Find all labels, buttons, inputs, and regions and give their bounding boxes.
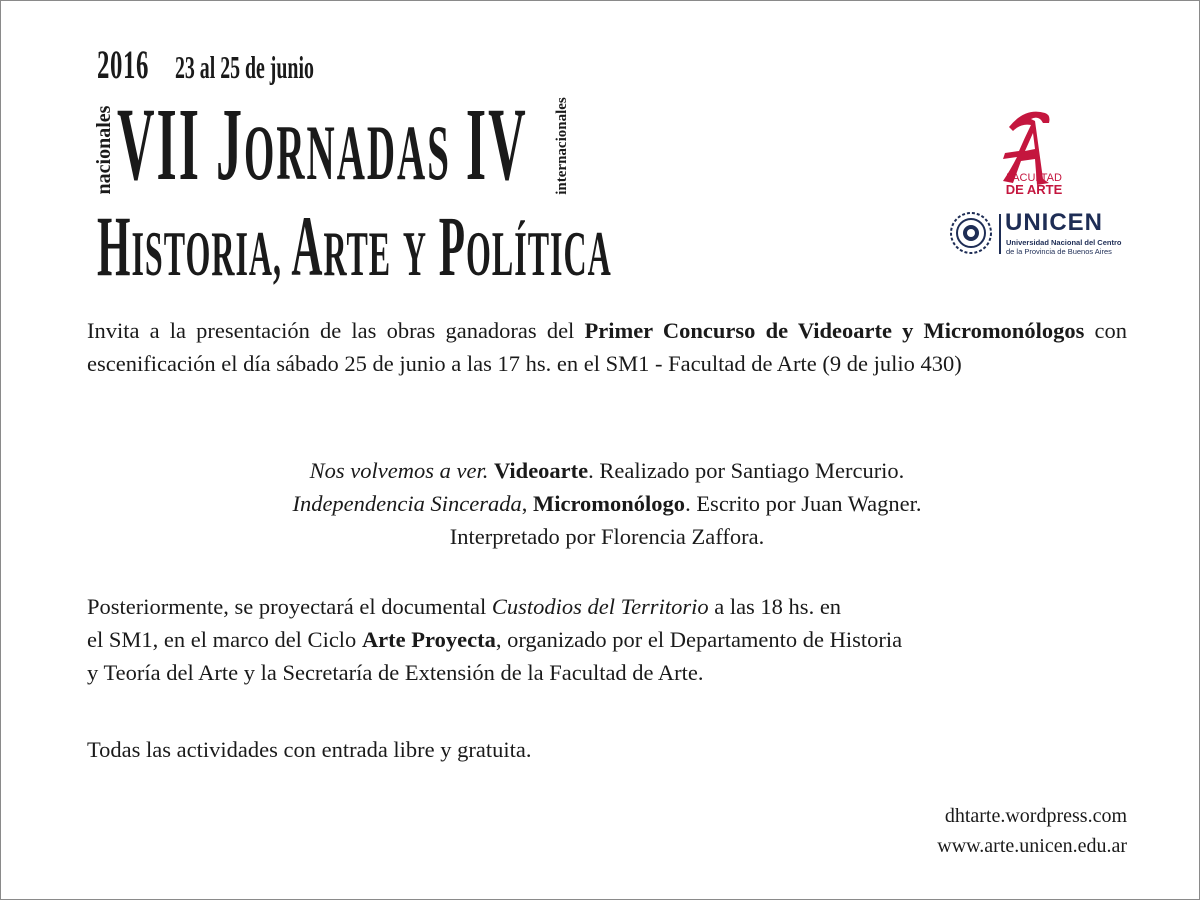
title-roman-left: VII [117,87,202,202]
side-label-internacionales: internacionales [554,97,570,195]
event-title [117,87,528,205]
work-credit-1: . Realizado por Santiago Mercurio. [588,458,905,483]
subtitle-w3: Y [402,218,427,289]
subtitle-w2-rest: RTE [323,218,392,289]
p3-line-2 [87,623,1127,656]
subtitle-w4-initial: P [438,198,467,294]
unicen-subtitle [1006,238,1146,256]
unicen-logo [949,211,1139,259]
university-seal-icon [949,211,993,255]
work-type-1: Videoarte [494,458,589,483]
program-line-1 [87,454,1127,487]
work-type-2: Micromonólogo [533,491,686,516]
work-title-1: Nos volvemos a ver. [309,458,489,483]
p3-text-3: el SM1, en el marco del Ciclo [87,627,362,652]
footer-links [937,801,1127,861]
invitation-paragraph [87,314,1127,380]
p1-contest-name: Primer Concurso de Videoarte y Micromonólogos [584,318,1085,343]
unicen-sub1: Universidad Nacional del Centro [1006,238,1122,247]
side-label-nacionales: nacionales [93,105,115,195]
cycle-name: Arte Proyecta [361,627,496,652]
subtitle-w2-initial: A [291,198,324,294]
program-list [87,454,1127,553]
title-word-initial: J [216,87,245,202]
unicen-divider [999,214,1001,254]
website-link[interactable]: www.arte.unicen.edu.ar [937,835,1127,857]
unicen-name: UNICEN [1005,209,1104,236]
p3-text-1: Posteriormente, se proyectará el documental [87,594,492,619]
free-entry-note: Todas las actividades con entrada libre y gratuita. [87,737,532,762]
title-word-rest: ORNADAS [244,109,451,196]
documentary-title: Custodios del Territorio [491,594,709,619]
facultad-arte-text [999,173,1069,195]
p1-text-1: Invita a la presentación de las obras ganadoras del [87,318,585,343]
p3-text-2: a las 18 hs. en [708,594,842,619]
work-sep-2: , [521,491,533,516]
work-credit-2: . Escrito por Juan Wagner. [685,491,922,516]
program-line-3: Interpretado por Florencia Zaffora. [449,524,765,549]
year-line [97,41,181,88]
event-dates: 23 al 25 de junio [175,49,314,85]
event-year: 2016 [97,42,150,87]
subtitle-w1-rest: ISTORIA, [131,218,283,289]
event-header [93,41,617,294]
p1-text-2: con escenificación el día sábado 25 de junio a las 17 hs. en el SM1 - Facultad de Arte (9 de julio 430) [87,318,1127,376]
facultad-line2: DE ARTE [1005,182,1063,197]
subtitle-w4-rest: OLÍTICA [466,218,612,289]
unicen-sub2: de la Provincia de Buenos Aires [1006,247,1112,256]
subtitle-w1-initial: H [97,198,132,294]
p3-line-1 [87,590,1127,623]
facultad-line1: FACULTAD [1006,172,1062,184]
event-subtitle [97,198,612,299]
screening-paragraph [87,590,1127,689]
program-line-2 [87,487,1127,520]
p3-text-4: , organizado por el Departamento de Historia [495,627,903,652]
blog-link[interactable]: dhtarte.wordpress.com [944,805,1127,827]
work-title-2: Independencia Sincerada [292,491,522,516]
title-roman-right: IV [465,87,528,202]
p3-line-3: y Teoría del Arte y la Secretaría de Extensión de la Facultad de Arte. [87,660,704,685]
